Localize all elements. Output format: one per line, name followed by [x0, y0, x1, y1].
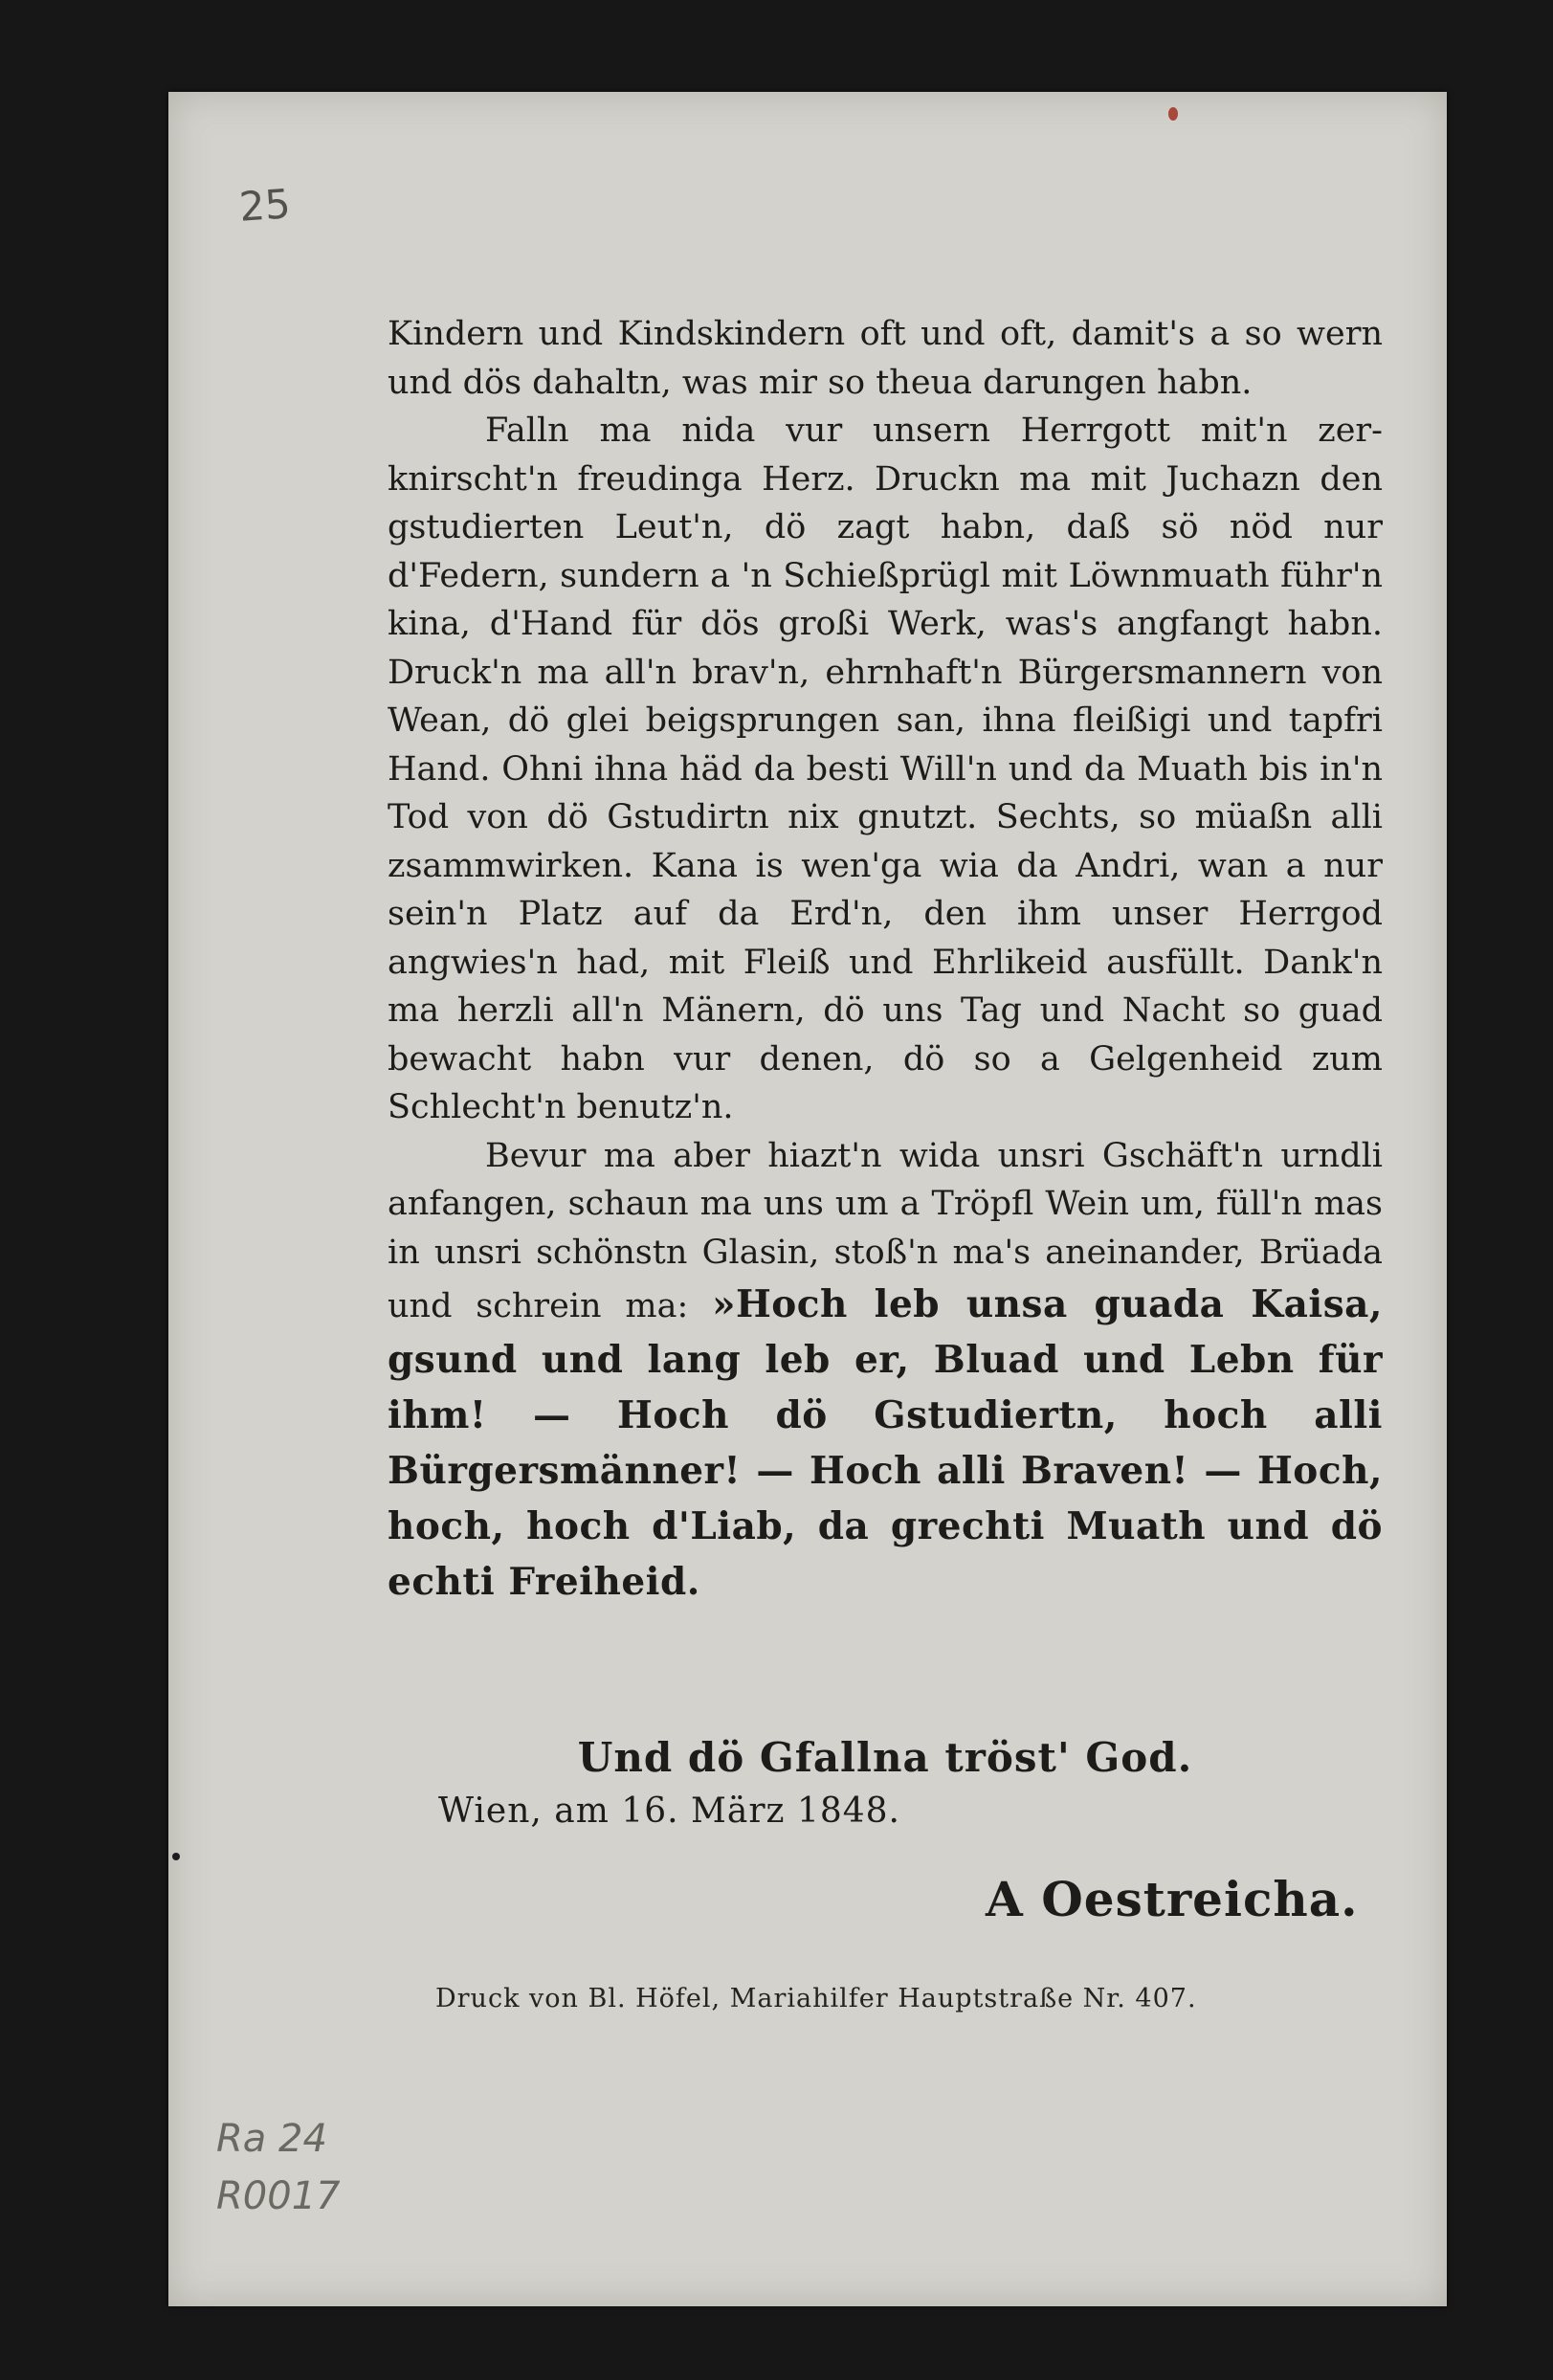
- red-mark: [1168, 107, 1178, 121]
- paragraph-2: Falln ma nida vur unsern Herrgott mit'n zerknirscht'n freudinga Herz. Druckn ma mit Juchazn den gstudierten Leut'n, dö zagt habn, daß sö nöd nur d'Federn, sundern a 'n Schießprügl mit Löwnmuath führ'n kina, d'Hand für dös großi Werk, was's angfangt habn. Druck'n ma all'n brav'n, ehrnhaft'n Bürgersmannern von Wean, dö glei beigsprungen san, ihna fleißigi und tapfri Hand. Ohni ihna häd da besti Will'n und da Muath bis in'n Tod von dö Gstudirtn nix gnutzt. Sechts, so müaßn alli zsammwirken. Kana is wen'ga wia da Andri, wan a nur sein'n Platz auf da Erd'n, den ihm unser Herrgod angwies'n had, mit Fleiß und Ehrlikeid ausfüllt. Dank'n ma herzli all'n Mänern, dö uns Tag und Nacht so guad bewacht habn vur denen, dö so a Gelgenheid zum Schlecht'n benutz'n.: [388, 411, 1383, 1126]
- paragraph-1: Kindern und Kindskindern oft und oft, damit's a so wern und dös dahaltn, was mir so theua darungen habn.: [388, 315, 1383, 402]
- acclamation-text: »Hoch leb unsa guada Kaisa, gsund und lang leb er, Bluad und Lebn für ihm! — Hoch dö Gstudiertn, hoch alli Bürgersmänner! — Hoch alli Braven! — Hoch, hoch, hoch d'Liab, da grechti Muath und dö echti Freiheid.: [388, 1282, 1383, 1604]
- date-line: Wien, am 16. März 1848.: [438, 1791, 901, 1831]
- paragraph-3-text: Bevur ma aber hiazt'n wida unsri Gschäft'n urndli anfangen, schaun ma uns um a Tröpfl Wein um, füll'n mas in unsri schönstn Glasin, stoß'n ma's aneinander, Brüada und schrein ma:: [388, 1136, 1383, 1325]
- ink-dot: [172, 1853, 180, 1860]
- printer-imprint: Druck von Bl. Höfel, Mariahilfer Hauptstraße Nr. 407.: [435, 1984, 1197, 2013]
- archive-note-shelfmark: Ra 24: [216, 2117, 327, 2161]
- archive-note-number: R0017: [216, 2174, 341, 2218]
- handwritten-page-number: 25: [237, 180, 293, 231]
- paragraph-3: [388, 1132, 1383, 1611]
- document-body: [388, 310, 1383, 1610]
- closing-line: Und dö Gfallna tröst' God.: [577, 1734, 1193, 1781]
- signature: A Oestreicha.: [986, 1871, 1359, 1927]
